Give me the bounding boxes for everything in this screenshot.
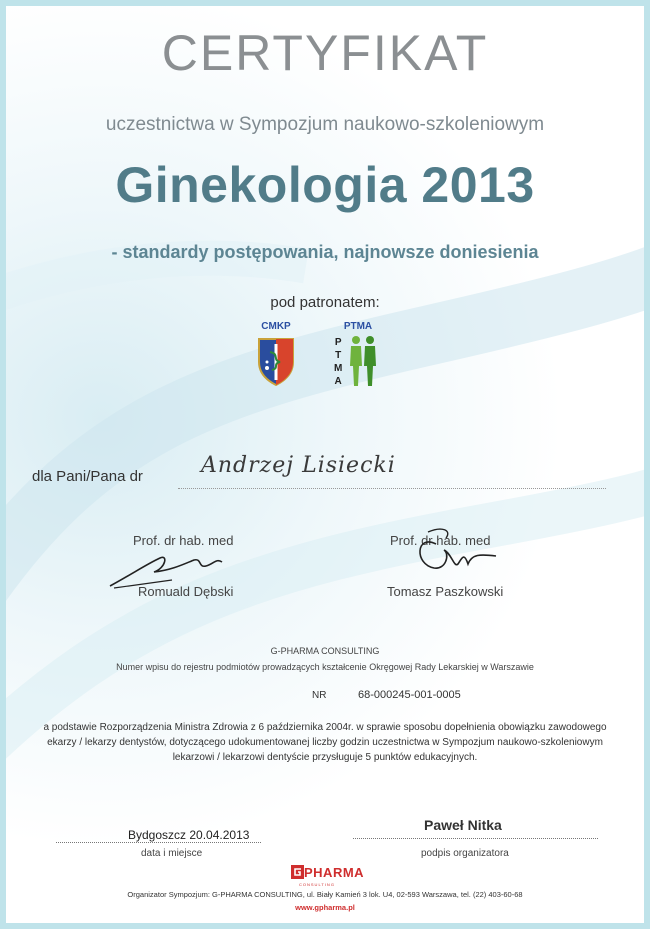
organizer-signature-caption: podpis organizatora — [421, 848, 509, 859]
ptma-letter: P — [334, 337, 342, 348]
brand-sub-text: CONSULTING — [299, 882, 335, 887]
gpharma-logo — [291, 864, 364, 887]
event-subtitle: - standardy postępowania, najnowsze doniesienia — [111, 242, 539, 262]
legal-text — [6, 720, 644, 765]
cmkp-logo — [254, 321, 298, 391]
signatory-2-title: Prof. dr hab. med — [390, 533, 491, 548]
cmkp-label: CMKP — [261, 321, 291, 332]
registry-text: Numer wpisu do rejestru podmiotów prowadzących kształcenie Okręgowej Rady Lekarskiej w Warszawie — [116, 662, 534, 672]
ptma-figures-icon — [346, 334, 382, 388]
ptma-label: PTMA — [343, 321, 373, 332]
legal-line: lekarzowi / lekarzowi dentyście przysługuje 5 punktów edukacyjnych. — [172, 752, 478, 763]
gpharma-g-icon — [291, 865, 304, 879]
place-date: Bydgoszcz 20.04.2013 — [128, 828, 250, 842]
recipient-name: Andrzej Lisiecki — [201, 453, 396, 478]
organizer-signature: Paweł Nitka — [424, 817, 502, 833]
ptma-letters — [334, 336, 342, 388]
signature-2 — [406, 524, 516, 584]
ptma-letter: A — [334, 376, 342, 387]
cmkp-shield-icon — [256, 336, 296, 386]
ptma-letter: T — [335, 350, 342, 361]
place-date-line — [56, 842, 261, 843]
website-link[interactable]: www.gpharma.pl — [295, 903, 355, 912]
certificate-subtitle: uczestnictwa w Sympozjum naukowo-szkoleniowym — [105, 114, 545, 135]
registry-nr-value: 68-000245-001-0005 — [358, 689, 461, 701]
signatory-2-name: Tomasz Paszkowski — [387, 584, 504, 599]
recipient-label: dla Pani/Pana dr — [32, 468, 143, 485]
legal-line: ekarzy / lekarzy dentystów, dotyczącego udokumentowanej liczby godzin uczestnictwa w Sympozjum naukowo-szkoleniowym — [47, 737, 603, 748]
legal-line: a podstawie Rozporządzenia Ministra Zdrowia z 6 października 2004r. w sprawie sposobu dopełnienia obowiązku zawodowego — [43, 722, 607, 733]
certificate-title: CERTYFIKAT — [161, 25, 489, 81]
organizer-name: G-PHARMA CONSULTING — [270, 646, 380, 656]
recipient-line — [178, 488, 606, 489]
organizer-signature-line — [353, 838, 598, 839]
brand-main-text: PHARMA — [304, 865, 365, 880]
place-date-caption: data i miejsce — [141, 848, 203, 859]
event-title: Ginekologia 2013 — [115, 157, 535, 213]
patronage-label: pod patronatem: — [270, 294, 380, 311]
signatory-1-title: Prof. dr hab. med — [133, 533, 234, 548]
ptma-logo — [328, 321, 388, 390]
ptma-letter: M — [334, 363, 343, 374]
certificate-paper — [6, 6, 644, 923]
signatory-1-name: Romuald Dębski — [138, 584, 234, 599]
organizer-info: Organizator Sympozjum: G-PHARMA CONSULTING, ul. Biały Kamień 3 lok. U4, 02-593 Warszawa, tel. (22) 403-60-68 — [127, 890, 523, 899]
registry-nr-label: NR — [312, 690, 327, 701]
